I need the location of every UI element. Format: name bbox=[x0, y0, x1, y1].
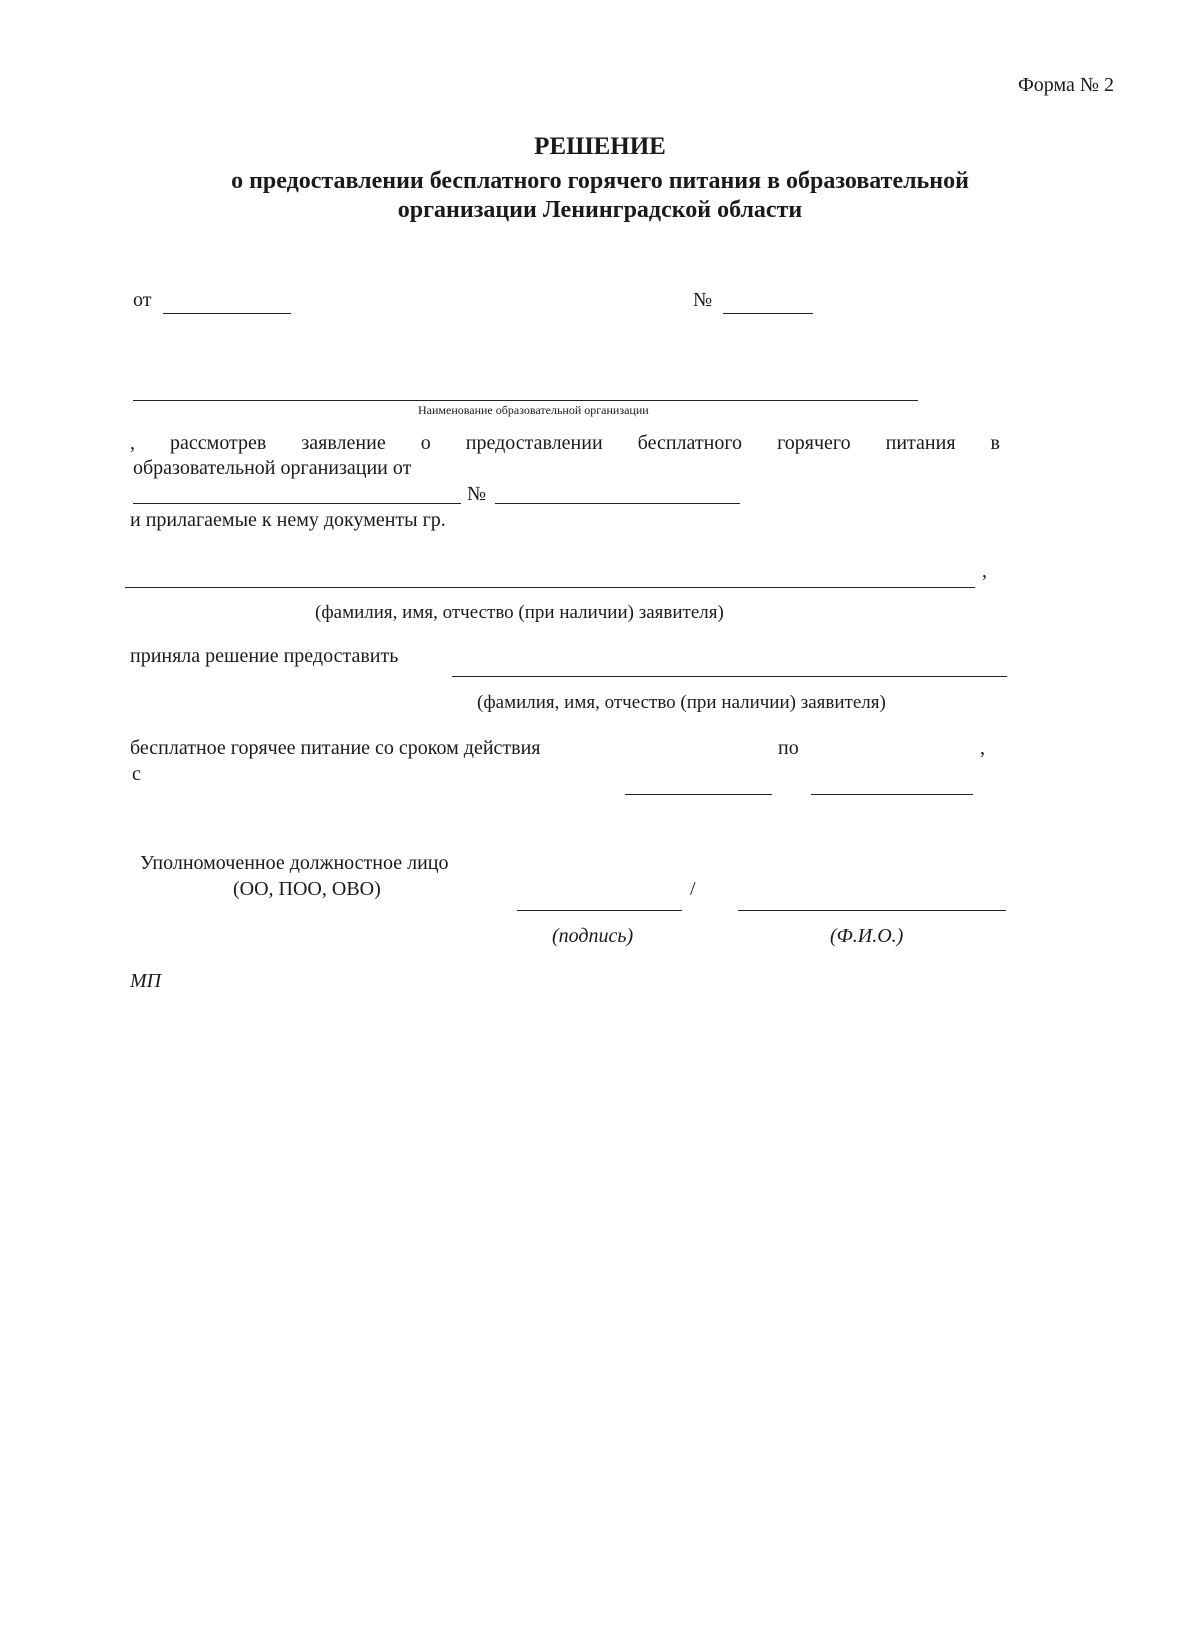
period-to-label: по bbox=[778, 737, 799, 759]
application-number-prefix: № bbox=[467, 483, 487, 505]
applicant-caption: (фамилия, имя, отчество (при наличии) заявителя) bbox=[315, 602, 724, 623]
signature-field[interactable] bbox=[517, 910, 682, 911]
review-text-line2: образовательной организации от bbox=[133, 457, 412, 479]
beneficiary-name-field[interactable] bbox=[452, 676, 1007, 677]
document-subtitle-line2: организации Ленинградской области bbox=[397, 197, 803, 223]
document-title: РЕШЕНИЕ bbox=[534, 133, 666, 160]
form-number: Форма № 2 bbox=[1018, 74, 1114, 96]
stamp-place: МП bbox=[130, 970, 162, 992]
period-start-field[interactable] bbox=[625, 794, 772, 795]
application-number-field[interactable] bbox=[495, 503, 740, 504]
official-title: Уполномоченное должностное лицо bbox=[140, 852, 449, 874]
organization-name-field[interactable] bbox=[133, 400, 918, 401]
official-fio-field[interactable] bbox=[738, 910, 1006, 911]
date-prefix: от bbox=[133, 289, 152, 311]
signature-slash: / bbox=[690, 878, 696, 900]
decision-text: приняла решение предоставить bbox=[130, 645, 399, 667]
beneficiary-caption: (фамилия, имя, отчество (при наличии) заявителя) bbox=[477, 692, 886, 713]
application-date-field[interactable] bbox=[133, 503, 461, 504]
applicant-comma: , bbox=[982, 560, 987, 582]
official-subtitle: (ОО, ПОО, ОВО) bbox=[233, 878, 381, 900]
date-field[interactable] bbox=[163, 313, 291, 314]
document-subtitle-line1: о предоставлении бесплатного горячего питания в образовательной bbox=[231, 168, 969, 194]
organization-caption: Наименование образовательной организации bbox=[418, 403, 649, 417]
number-prefix: № bbox=[693, 289, 713, 311]
fio-caption: (Ф.И.О.) bbox=[830, 925, 904, 947]
period-end-field[interactable] bbox=[811, 794, 973, 795]
review-text-line1: , рассмотрев заявление о предоставлении бесплатного горячего питания в bbox=[130, 432, 1000, 454]
number-field[interactable] bbox=[723, 313, 813, 314]
signature-caption: (подпись) bbox=[552, 925, 634, 947]
applicant-name-field[interactable] bbox=[125, 587, 975, 588]
review-text-line3: и прилагаемые к нему документы гр. bbox=[130, 509, 446, 531]
period-from-label: с bbox=[132, 763, 141, 785]
period-text: бесплатное горячее питание со сроком действия bbox=[130, 737, 541, 759]
period-end-comma: , bbox=[980, 737, 985, 759]
